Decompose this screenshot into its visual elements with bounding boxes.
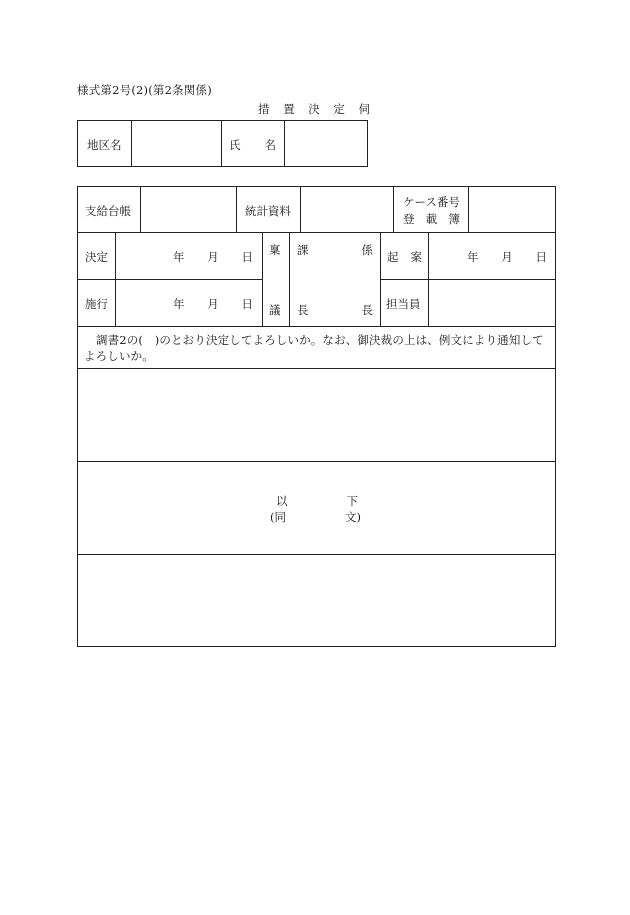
register-label-char: 簿	[448, 212, 460, 226]
case-number-label: ケース番号	[403, 195, 460, 209]
enforcement-label: 施行	[85, 297, 108, 311]
register-label	[403, 211, 460, 227]
draft-char: 案	[410, 250, 422, 264]
staff-field[interactable]	[429, 280, 555, 325]
draft-label	[387, 249, 422, 265]
month-label: 月	[207, 297, 219, 311]
remarks-area[interactable]	[78, 555, 555, 646]
col-divider	[236, 186, 237, 232]
title-char: 伺	[358, 102, 370, 116]
proposal-label-bottom: 議	[269, 303, 281, 317]
title-char: 定	[333, 102, 345, 116]
day-label: 日	[241, 250, 253, 264]
enforcement-date[interactable]	[173, 296, 253, 312]
proposal-label-top: 稟	[269, 243, 281, 257]
notice-char: 以	[276, 494, 288, 508]
name-label	[229, 137, 276, 153]
col-divider	[380, 232, 381, 326]
draft-char: 起	[387, 250, 399, 264]
notice-char: 文)	[345, 510, 361, 524]
staff-label: 担当員	[386, 297, 421, 311]
col-divider	[289, 232, 290, 326]
title-char: 置	[283, 102, 295, 116]
month-label: 月	[207, 250, 219, 264]
draft-date[interactable]	[467, 249, 547, 265]
title-char: 措	[258, 102, 270, 116]
name-label-char: 名	[264, 138, 276, 152]
stats-label: 統計資料	[245, 204, 291, 218]
notice-line2	[270, 509, 361, 525]
form-number: 様式第2号(2)(第2条関係)	[77, 83, 212, 97]
col-divider	[393, 186, 394, 232]
section-chief-label	[297, 242, 373, 258]
divider	[221, 120, 222, 167]
body-text: 調書2の( )のとおり決定してよろしいか。なお、御決裁の上は、例文により通知してよろしいか。	[84, 333, 544, 363]
title-char: 決	[308, 102, 320, 116]
decision-label: 決定	[85, 250, 108, 264]
register-label-char: 載	[425, 212, 438, 226]
year-label: 年	[173, 297, 185, 311]
director-char: 長	[297, 303, 309, 317]
section-char: 課	[297, 243, 309, 257]
year-label: 年	[173, 250, 185, 264]
content-area[interactable]	[78, 369, 555, 460]
district-field[interactable]	[132, 121, 220, 166]
chief-char: 係	[361, 243, 373, 257]
row-divider	[77, 461, 556, 462]
ledger-label: 支給台帳	[85, 204, 131, 218]
notice-char: 下	[346, 494, 358, 508]
register-label-char: 登	[403, 212, 415, 226]
name-field[interactable]	[285, 121, 367, 166]
day-label: 日	[241, 297, 253, 311]
row-divider	[77, 232, 556, 233]
month-label: 月	[501, 250, 513, 264]
ledger-field[interactable]	[141, 187, 235, 231]
stats-field[interactable]	[301, 187, 392, 231]
col-divider	[115, 232, 116, 326]
name-label-char: 氏	[229, 138, 241, 152]
notice-char: (同	[270, 510, 286, 524]
year-label: 年	[467, 250, 479, 264]
notice-line1	[276, 493, 358, 509]
director-char: 長	[361, 303, 373, 317]
director-label	[297, 302, 373, 318]
row-divider	[77, 326, 556, 327]
row-divider	[77, 279, 262, 280]
col-divider	[262, 232, 263, 326]
district-label: 地区名	[87, 138, 122, 152]
document-title	[258, 101, 370, 117]
decision-date[interactable]	[173, 249, 253, 265]
day-label: 日	[535, 250, 547, 264]
case-number-field[interactable]	[469, 187, 555, 231]
